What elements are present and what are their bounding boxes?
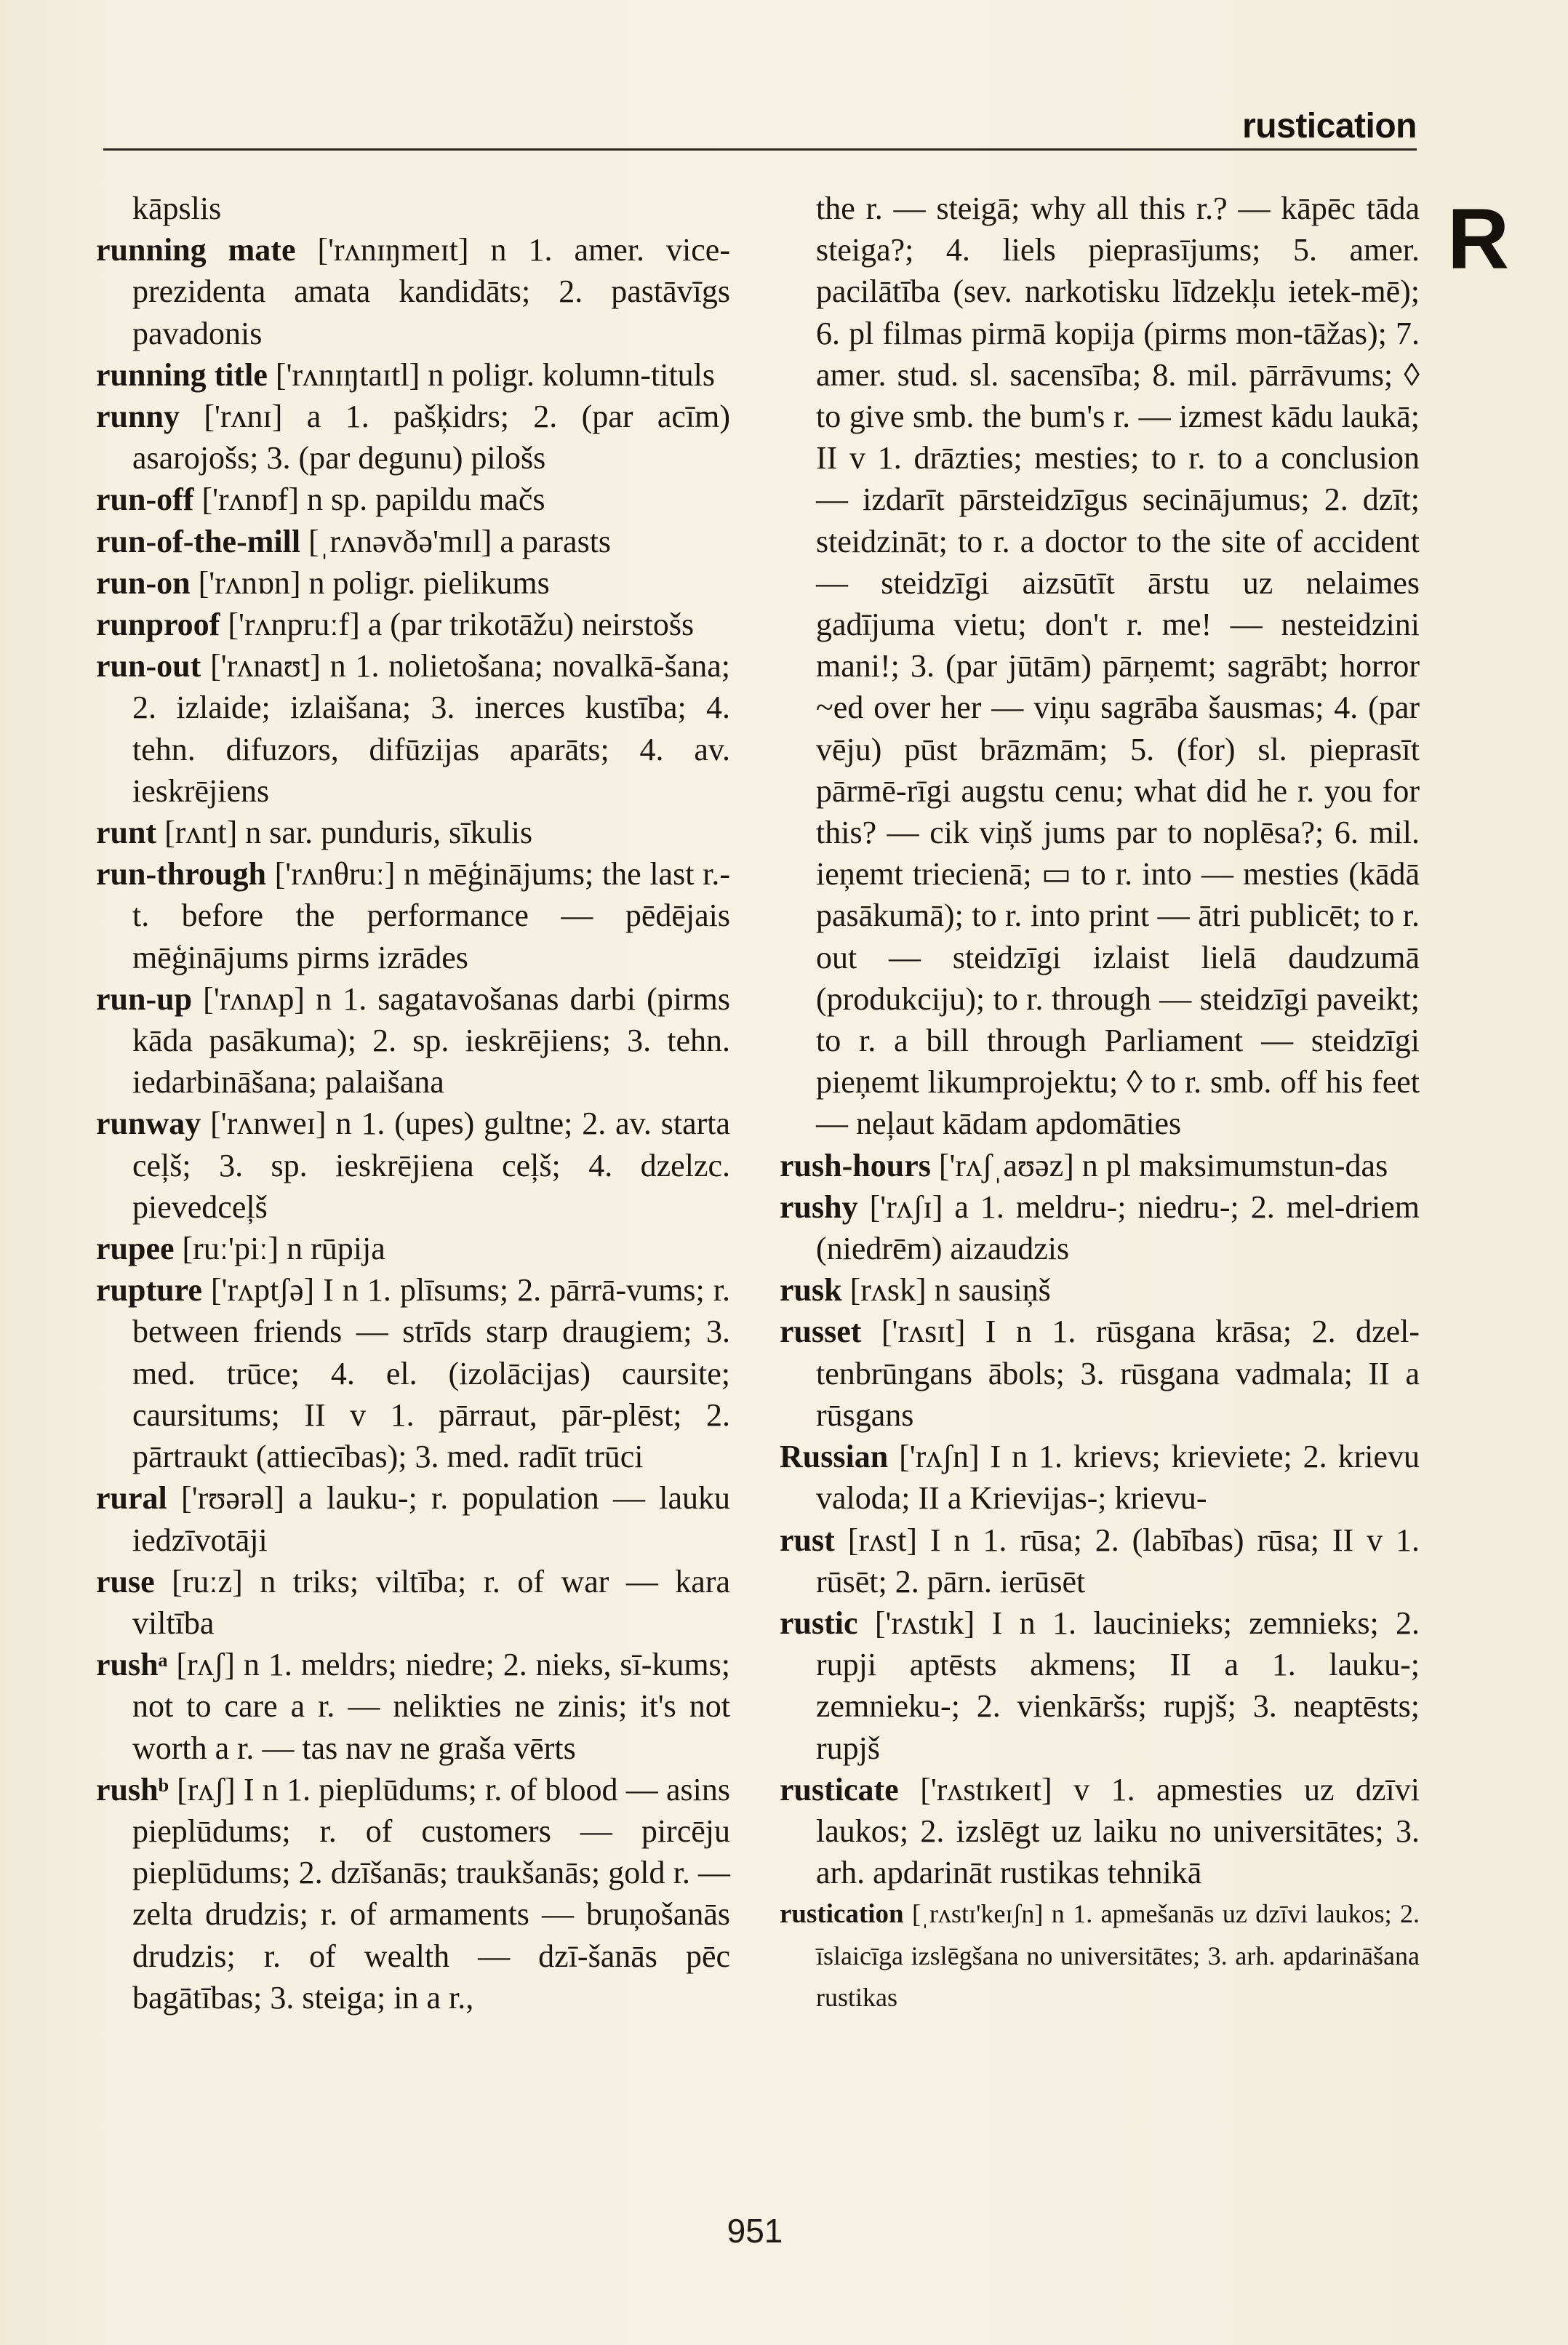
- dictionary-entry: [96, 521, 730, 562]
- dictionary-entry: [96, 1477, 730, 1560]
- entry-text: [rʌʃ] n 1. meldrs; niedre; 2. nieks, sī-kums; not to care a r. — nelikties ne zinis; it's not worth a r. — tas nav ne graša vērts: [132, 1647, 730, 1766]
- entry-text: ['rʌnɪŋmeɪt] n 1. amer. vice-prezidenta amata kandidāts; 2. pastāvīgs pavadonis: [132, 232, 730, 351]
- entry-headword: runway: [96, 1106, 201, 1142]
- entry-headword: russet: [780, 1314, 862, 1350]
- entry-text: ['rʌnɒn] n poligr. pielikums: [198, 564, 550, 601]
- entry-headword: run-out: [96, 648, 201, 684]
- entry-headword: rural: [96, 1480, 167, 1517]
- dictionary-entry: [96, 645, 730, 812]
- entry-text: ['rʌnɪ] a 1. pašķidrs; 2. (par acīm) asarojošs; 3. (par degunu) pilošs: [132, 399, 731, 476]
- entry-headword: ruse: [96, 1563, 155, 1599]
- entry-text: kāpslis: [132, 191, 222, 226]
- header-rule: [103, 148, 1417, 151]
- entry-text: [ˌrʌstɪ'keɪʃn] n 1. apmešanās uz dzīvi laukos; 2. īslaicīga izslēgšana no universitātes; 3. arh. apdarināšana rustikas: [816, 1899, 1420, 2012]
- dictionary-entry: [780, 1186, 1420, 1269]
- entry-text: ['rʌnweɪ] n 1. (upes) gultne; 2. av. starta ceļš; 3. sp. ieskrējiena ceļš; 4. dzelzc. pievedceļš: [132, 1106, 731, 1225]
- entry-headword: rust: [780, 1522, 835, 1558]
- entry-text: [rʌst] I n 1. rūsa; 2. (labības) rūsa; II v 1. rūsēt; 2. pārn. ierūsēt: [816, 1522, 1420, 1599]
- dictionary-entry: [96, 812, 730, 853]
- entry-text: ['rʌnpruːf] a (par trikotāžu) neirstošs: [228, 607, 695, 643]
- dictionary-entry: [780, 1311, 1420, 1436]
- entry-headword: running mate: [96, 232, 296, 268]
- running-head: rustication: [1242, 107, 1417, 145]
- entry-headword: rupture: [96, 1272, 202, 1309]
- dictionary-entry: [96, 978, 730, 1103]
- entry-text: ['rʌstɪk] I n 1. laucinieks; zemnieks; 2. rupji aptēsts akmens; II a 1. lauku-; zemnieku-; 2. vienkāršs; rupjš; 3. neaptēsts; rupjš: [816, 1605, 1420, 1766]
- entry-headword: rusk: [780, 1272, 842, 1309]
- dictionary-entry: [780, 188, 1420, 1145]
- thumb-index-letter: R: [1447, 191, 1510, 287]
- entry-headword: rushᵇ: [96, 1771, 169, 1807]
- entry-text: [rʌsk] n sausiņš: [849, 1272, 1051, 1309]
- entry-headword: rustication: [780, 1899, 904, 1930]
- entry-headword: rush-hours: [780, 1147, 931, 1183]
- dictionary-entry: [96, 188, 730, 229]
- dictionary-entry: [96, 354, 730, 396]
- entry-text: the r. — steigā; why all this r.? — kāpēc tāda steiga?; 4. liels pieprasījums; 5. amer. pacilātība (sev. narkotisku līdzekļu ietek-mē); 6. pl filmas pirmā kopija (pirms mon-tāžas); 7. amer. stud. sl. sacensība; 8. mil. pārrāvums; ◊ to give smb. the bum's r. — izmest kādu laukā; II v 1. drāzties; mesties; to r. to a conclusion — izdarīt pārsteidzīgus secinājumus; 2. dzīt; steidzināt; to r. a doctor to the site of accident — steidzīgi aizsūtīt ārstu uz nelaimes gadījuma vietu; don't r. me! — nesteidzini mani!; 3. (par jūtām) pārņemt; sagrābt; horror ~ed over her — viņu sagrāba šausmas; 4. (par vēju) pūst brāzmām; 5. (for) sl. pieprasīt pārmē-rīgi augstu cenu; what did he r. you for this? — cik viņš jums par to noplēsa?; 6. mil. ieņemt triecienā; ▭ to r. into — mesties (kādā pasākumā); to r. into print — ātri publicēt; to r. out — steidzīgi izlaist lielā daudzumā (produkciju); to r. through — steidzīgi paveikt; to r. a bill through Parliament — steidzīgi pieņemt likumprojektu; ◊ to r. smb. off his feet — neļaut kādam apdomāties: [816, 191, 1420, 1142]
- entry-headword: Russian: [780, 1439, 889, 1475]
- right-column: [780, 188, 1420, 2018]
- entry-text: ['rʌnɪŋtaɪtl] n poligr. kolumn-tituls: [275, 356, 716, 393]
- dictionary-entry: [96, 1103, 730, 1228]
- entry-headword: run-off: [96, 482, 194, 518]
- entry-headword: rustic: [780, 1605, 858, 1641]
- dictionary-entry: [780, 1519, 1420, 1602]
- entry-text: ['rʌʃˌaʊəz] n pl maksimumstun-das: [938, 1147, 1388, 1183]
- entry-headword: runt: [96, 815, 157, 851]
- entry-text: [ruː'piː] n rūpija: [182, 1231, 385, 1267]
- dictionary-entry: [780, 1145, 1420, 1186]
- left-column: [96, 188, 730, 2018]
- entry-text: ['rʌnθruː] n mēģinājums; the last r.-t. before the performance — pēdējais mēģinājums pirms izrādes: [132, 856, 731, 975]
- dictionary-entry: [96, 604, 730, 645]
- dictionary-entry: [96, 1644, 730, 1769]
- dictionary-entry: [780, 1769, 1420, 1894]
- dictionary-entry: [96, 853, 730, 978]
- entry-text: ['rʌstɪkeɪt] v 1. apmesties uz dzīvi laukos; 2. izslēgt uz laiku no universitātes; 3. arh. apdarināt rustikas tehnikā: [816, 1771, 1420, 1891]
- entry-text: ['rʌptʃə] I n 1. plīsums; 2. pārrā-vums; r. between friends — strīds starp draugiem; 3. med. trūce; 4. el. (izolācijas) caursite; caursitums; II v 1. pārraut, pār-plēst; 2. pārtraukt (attiecības); 3. med. radīt trūci: [132, 1272, 730, 1475]
- entry-text: ['rʊərəl] a lauku-; r. population — lauku iedzīvotāji: [132, 1480, 731, 1558]
- dictionary-entry: [780, 1269, 1420, 1311]
- entry-headword: running title: [96, 356, 268, 393]
- entry-headword: rushᵃ: [96, 1647, 168, 1683]
- entry-headword: run-through: [96, 856, 266, 892]
- entry-text: ['rʌʃn] I n 1. krievs; krieviete; 2. krievu valoda; II a Krievijas-; krievu-: [816, 1439, 1420, 1517]
- entry-text: ['rʌsɪt] I n 1. rūsgana krāsa; 2. dzel-tenbrūngans ābols; 3. rūsgana vadmala; II a rūsgans: [816, 1314, 1420, 1433]
- entry-text: [rʌnt] n sar. punduris, sīkulis: [164, 815, 533, 851]
- entry-text: [ˌrʌnəvðə'mɪl] a parasts: [308, 523, 612, 559]
- entry-headword: runny: [96, 399, 180, 435]
- dictionary-entry: [96, 1269, 730, 1477]
- entry-text: [ruːz] n triks; viltība; r. of war — kara viltība: [132, 1563, 731, 1641]
- dictionary-entry: [96, 1769, 730, 2018]
- dictionary-entry: [96, 479, 730, 520]
- dictionary-entry: [780, 1893, 1420, 2018]
- entry-headword: runproof: [96, 607, 220, 643]
- dictionary-entry: [96, 1561, 730, 1644]
- entry-text: ['rʌʃɪ] a 1. meldru-; niedru-; 2. mel-driem (niedrēm) aizaudzis: [816, 1189, 1420, 1267]
- dictionary-entry: [780, 1602, 1420, 1769]
- entry-headword: run-of-the-mill: [96, 523, 301, 559]
- entry-headword: rupee: [96, 1231, 175, 1267]
- dictionary-entry: [780, 1436, 1420, 1519]
- entry-headword: rushy: [780, 1189, 858, 1225]
- dictionary-entry: [96, 1228, 730, 1269]
- entry-text: ['rʌnɒf] n sp. papildu mačs: [201, 482, 545, 518]
- entry-text: [rʌʃ] I n 1. pieplūdums; r. of blood — asins pieplūdums; r. of customers — pircēju pieplūdums; 2. dzīšanās; traukšanās; gold r. — zelta drudzis; r. of armaments — bruņošanās drudzis; r. of wealth — dzī-šanās pēc bagātības; 3. steiga; in a r.,: [132, 1771, 731, 2016]
- entry-headword: run-up: [96, 980, 193, 1017]
- dictionary-entry: [96, 229, 730, 354]
- entry-headword: run-on: [96, 564, 191, 601]
- page-number: 951: [727, 2212, 783, 2250]
- dictionary-entry: [96, 396, 730, 479]
- entry-text: ['rʌnaʊt] n 1. nolietošana; novalkā-šana; 2. izlaide; izlaišana; 3. inerces kustība; 4. tehn. difuzors, difūzijas aparāts; 4. av. ieskrējiens: [132, 648, 731, 809]
- entry-headword: rusticate: [780, 1771, 899, 1807]
- entry-text: ['rʌnʌp] n 1. sagatavošanas darbi (pirms kāda pasākuma); 2. sp. ieskrējiens; 3. tehn. iedarbināšana; palaišana: [132, 980, 730, 1100]
- dictionary-entry: [96, 562, 730, 604]
